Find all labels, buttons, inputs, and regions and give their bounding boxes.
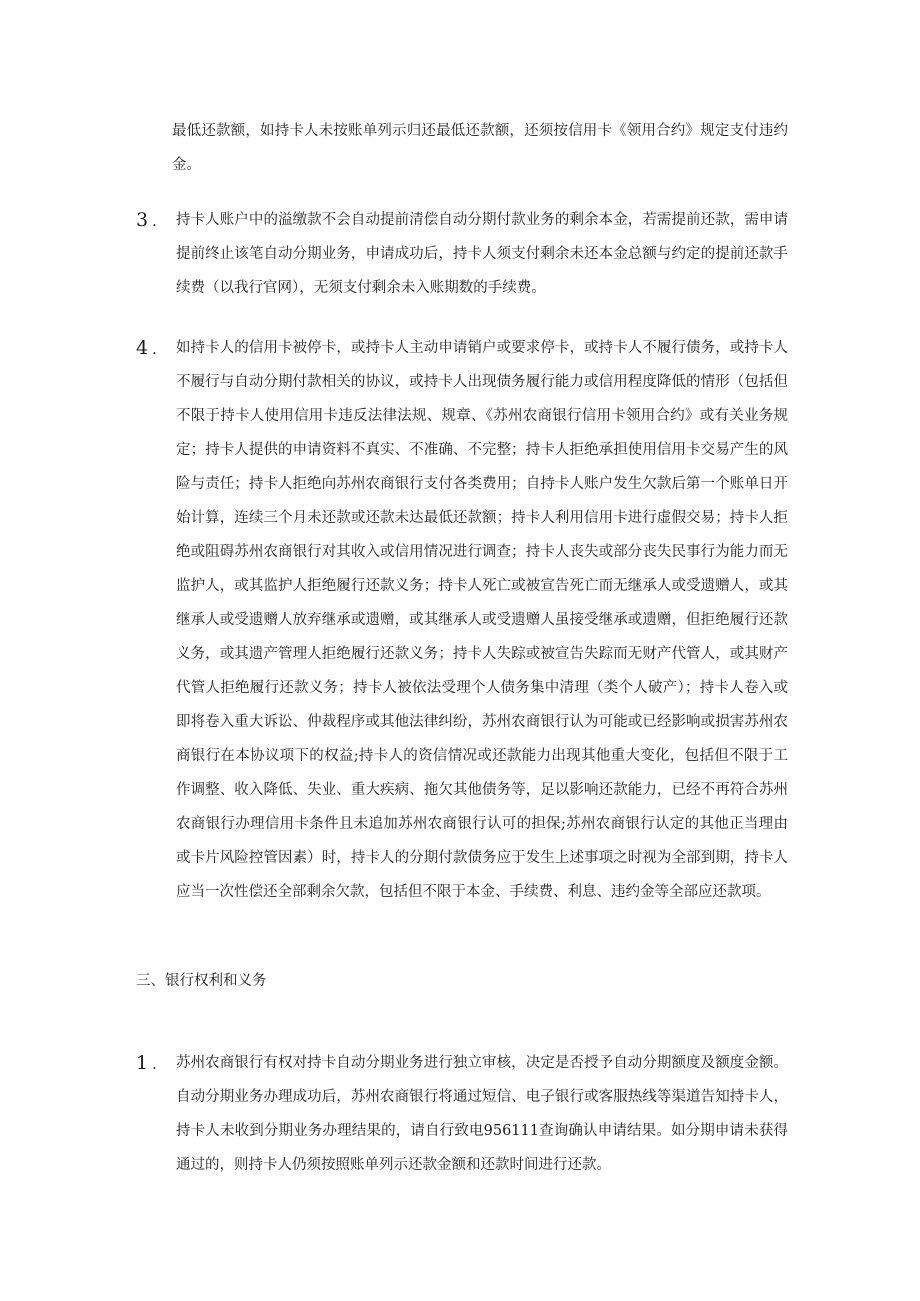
item-4-paragraph: 如持卡人的信用卡被停卡，或持卡人主动申请销户或要求停卡，或持卡人不履行债务，或持卡人不履行与自动分期付款相关的协议，或持卡人出现债务履行能力或信用程度降低的情形（包括但不限于持卡人使用信用卡违反法律法规、规章、《苏州农商银行信用卡领用合约》或有关业务规定；持卡人提供的申请资料不真实、不准确、不完整；持卡人拒绝承担使用信用卡交易产生的风险与责任；持卡人拒绝向苏州农商银行支付各类费用；自持卡人账户发生欠款后第一个账单日开始计算，连续三个月未还款或还款未达最低还款额；持卡人利用信用卡进行虚假交易；持卡人拒绝或阻碍苏州农商银行对其收入或信用情况进行调查；持卡人丧失或部分丧失民事行为能力而无监护人，或其监护人拒绝履行还款义务；持卡人死亡或被宣告死亡而无继承人或受遗赠人，或其继承人或受遗赠人放弃继承或遗赠，或其继承人或受遗赠人虽接受继承或遗赠，但拒绝履行还款义务，或其遗产管理人拒绝履行还款义务；持卡人失踪或被宣告失踪而无财产代管人，或其财产代管人拒绝履行还款义务；持卡人被依法受理个人债务集中清理（类个人破产）；持卡人卷入或即将卷入重大诉讼、仲裁程序或其他法律纠纷，苏州农商银行认为可能或已经影响或损害苏州农商银行在本协议项下的权益;持卡人的资信情况或还款能力出现其他重大变化，包括但不限于工作调整、收入降低、失业、重大疾病、拖欠其他债务等，足以影响还款能力，已经不再符合苏州农商银行办理信用卡条件且未追加苏州农商银行认可的担保;苏州农商银行认定的其他正当理由或卡片风险控管因素）时，持卡人的分期付款债务应于发生上述事项之时视为全部到期，持卡人应当一次性偿还全部剩余欠款，包括但不限于本金、手续费、利息、违约金等全部应还款项。 (176, 340, 788, 900)
item-number-4: 4 . (136, 337, 157, 359)
item-number-3-digit: 3 (136, 209, 149, 231)
item-3-paragraph: 持卡人账户中的溢缴款不会自动提前清偿自动分期付款业务的剩余本金，若需提前还款，需申请提前终止该笔自动分期业务，申请成功后，持卡人须支付剩余未还本金总额与约定的提前还款手续费（以我行官网），无须支付剩余未入账期数的手续费。 (176, 212, 788, 296)
item-number-1-digit: 1 (136, 1052, 149, 1074)
section-heading: 三、银行权利和义务 (136, 973, 267, 989)
item-number-4-digit: 4 (136, 337, 149, 359)
item-number-3: 3 . (136, 209, 157, 231)
continuation-paragraph: 最低还款额，如持卡人未按账单列示归还最低还款额，还须按信用卡《领用合约》规定支付违约金。 (172, 123, 788, 173)
item-number-1: 1 . (136, 1052, 157, 1074)
item-1-paragraph: 苏州农商银行有权对持卡自动分期业务进行独立审核，决定是否授予自动分期额度及额度金额。自动分期业务办理成功后，苏州农商银行将通过短信、电子银行或客服热线等渠道告知持卡人，持卡人未收到分期业务办理结果的，请自行致电956111查询确认申请结果。如分期申请未获得通过的，则持卡人仍须按照账单列示还款金额和还款时间进行还款。 (176, 1055, 788, 1173)
